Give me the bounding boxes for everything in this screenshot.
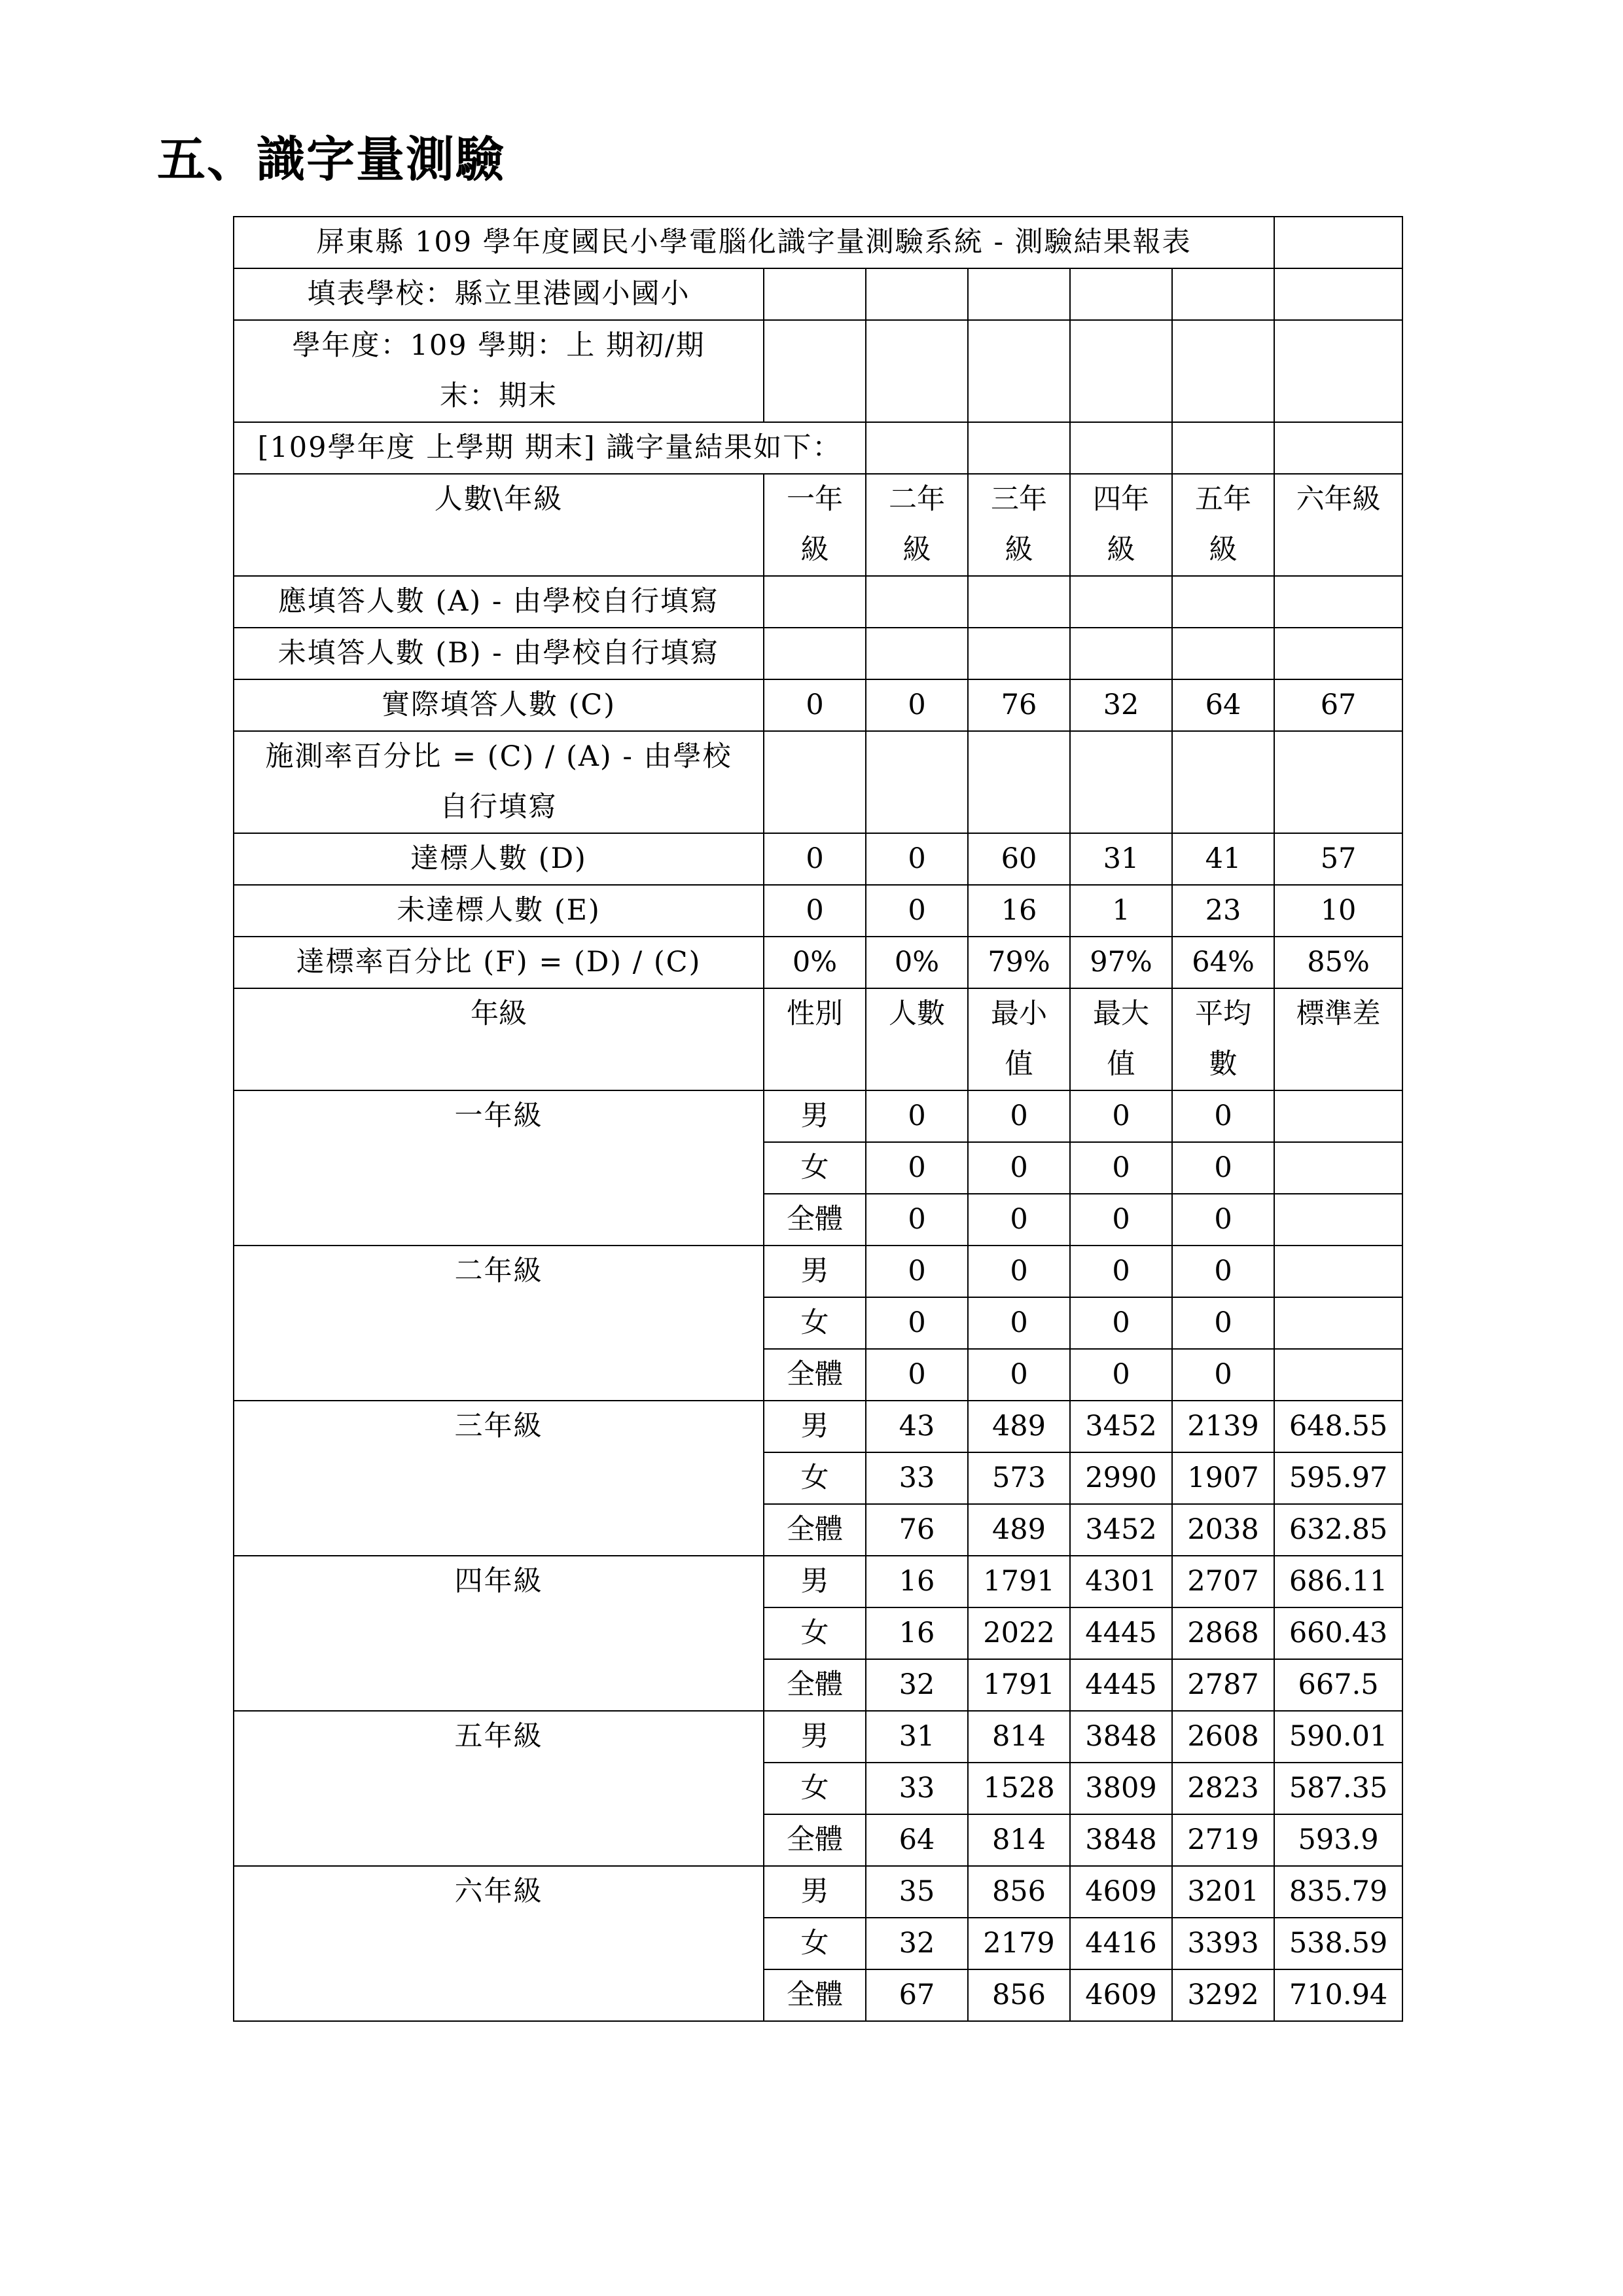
detail-row <box>234 1401 1402 1452</box>
summary-value <box>1070 628 1172 679</box>
empty-cell <box>968 422 1070 474</box>
detail-count: 35 <box>866 1866 968 1918</box>
detail-gender: 女 <box>764 1142 866 1194</box>
detail-max: 4609 <box>1070 1866 1172 1918</box>
detail-count: 33 <box>866 1763 968 1814</box>
summary-value: 31 <box>1070 833 1172 885</box>
summary-value: 10 <box>1274 885 1402 937</box>
detail-gender: 男 <box>764 1401 866 1452</box>
detail-count: 0 <box>866 1349 968 1401</box>
detail-mean: 3201 <box>1172 1866 1274 1918</box>
detail-max: 4301 <box>1070 1556 1172 1607</box>
literacy-report-table <box>233 216 1403 2022</box>
summary-value <box>1172 731 1274 833</box>
summary-value <box>968 628 1070 679</box>
summary-row-label: 達標人數 (D) <box>234 833 764 885</box>
detail-sd: 587.35 <box>1274 1763 1402 1814</box>
detail-count: 0 <box>866 1297 968 1349</box>
grade-header: 六年級 <box>1274 474 1402 576</box>
detail-sd: 667.5 <box>1274 1659 1402 1711</box>
detail-count: 43 <box>866 1401 968 1452</box>
detail-gender: 全體 <box>764 1504 866 1556</box>
summary-value: 32 <box>1070 679 1172 731</box>
detail-row <box>234 1090 1402 1142</box>
summary-value: 64 <box>1172 679 1274 731</box>
summary-value: 97% <box>1070 937 1172 988</box>
detail-mean: 2787 <box>1172 1659 1274 1711</box>
empty-cell <box>1070 422 1172 474</box>
detail-sd <box>1274 1142 1402 1194</box>
detail-max: 3809 <box>1070 1763 1172 1814</box>
detail-sd <box>1274 1297 1402 1349</box>
summary-value <box>764 628 866 679</box>
detail-gender: 男 <box>764 1866 866 1918</box>
grade-header: 二年級 <box>866 474 968 576</box>
summary-value: 1 <box>1070 885 1172 937</box>
detail-gender: 全體 <box>764 1969 866 2021</box>
detail-mean: 3393 <box>1172 1918 1274 1969</box>
detail-min: 856 <box>968 1866 1070 1918</box>
summary-row <box>234 731 1402 833</box>
intro-row <box>234 422 1402 474</box>
detail-sd: 593.9 <box>1274 1814 1402 1866</box>
detail-min: 1791 <box>968 1556 1070 1607</box>
detail-max: 0 <box>1070 1246 1172 1297</box>
report-title: 屏東縣 109 學年度國民小學電腦化識字量測驗系統 - 測驗結果報表 <box>234 217 1274 268</box>
detail-gender: 男 <box>764 1556 866 1607</box>
detail-header: 人數 <box>866 988 968 1090</box>
detail-grade-label: 一年級 <box>234 1090 764 1246</box>
empty-cell <box>1274 217 1402 268</box>
detail-mean: 2038 <box>1172 1504 1274 1556</box>
detail-sd <box>1274 1349 1402 1401</box>
empty-cell <box>866 422 968 474</box>
summary-header-label: 人數\年級 <box>234 474 764 576</box>
detail-min: 0 <box>968 1142 1070 1194</box>
summary-value <box>1070 731 1172 833</box>
empty-cell <box>968 268 1070 320</box>
detail-max: 4609 <box>1070 1969 1172 2021</box>
summary-value: 0 <box>866 885 968 937</box>
detail-grade-label: 三年級 <box>234 1401 764 1556</box>
detail-min: 814 <box>968 1814 1070 1866</box>
detail-mean: 2719 <box>1172 1814 1274 1866</box>
detail-gender: 男 <box>764 1246 866 1297</box>
summary-value: 0 <box>764 833 866 885</box>
summary-value <box>866 628 968 679</box>
detail-gender: 男 <box>764 1711 866 1763</box>
summary-value <box>1274 628 1402 679</box>
summary-row-label: 施測率百分比 = (C) / (A) - 由學校自行填寫 <box>234 731 764 833</box>
result-intro: [109學年度 上學期 期末] 識字量結果如下： <box>234 422 866 474</box>
table-body <box>234 217 1402 2021</box>
detail-count: 67 <box>866 1969 968 2021</box>
empty-cell <box>1172 422 1274 474</box>
summary-value <box>1172 628 1274 679</box>
summary-value: 0% <box>866 937 968 988</box>
detail-min: 0 <box>968 1246 1070 1297</box>
detail-gender: 女 <box>764 1607 866 1659</box>
summary-value: 60 <box>968 833 1070 885</box>
empty-cell <box>764 320 866 422</box>
detail-mean: 2868 <box>1172 1607 1274 1659</box>
detail-header: 平均數 <box>1172 988 1274 1090</box>
summary-row-label: 應填答人數 (A) - 由學校自行填寫 <box>234 576 764 628</box>
summary-row <box>234 833 1402 885</box>
summary-value: 23 <box>1172 885 1274 937</box>
summary-value: 0 <box>866 679 968 731</box>
detail-count: 0 <box>866 1090 968 1142</box>
detail-gender: 全體 <box>764 1349 866 1401</box>
empty-cell <box>1172 320 1274 422</box>
summary-value <box>1172 576 1274 628</box>
empty-cell <box>1070 320 1172 422</box>
summary-value <box>764 576 866 628</box>
detail-count: 0 <box>866 1142 968 1194</box>
detail-gender: 女 <box>764 1452 866 1504</box>
detail-max: 2990 <box>1070 1452 1172 1504</box>
detail-sd: 835.79 <box>1274 1866 1402 1918</box>
summary-value: 64% <box>1172 937 1274 988</box>
detail-mean: 0 <box>1172 1194 1274 1246</box>
detail-gender: 男 <box>764 1090 866 1142</box>
detail-min: 2022 <box>968 1607 1070 1659</box>
detail-grade-label: 五年級 <box>234 1711 764 1866</box>
detail-max: 0 <box>1070 1090 1172 1142</box>
detail-min: 573 <box>968 1452 1070 1504</box>
detail-count: 31 <box>866 1711 968 1763</box>
detail-max: 3452 <box>1070 1401 1172 1452</box>
detail-gender: 全體 <box>764 1194 866 1246</box>
detail-mean: 0 <box>1172 1090 1274 1142</box>
summary-value <box>1274 731 1402 833</box>
summary-value: 85% <box>1274 937 1402 988</box>
empty-cell <box>1274 422 1402 474</box>
grade-header: 一年級 <box>764 474 866 576</box>
detail-header: 性別 <box>764 988 866 1090</box>
detail-gender: 女 <box>764 1763 866 1814</box>
detail-mean: 3292 <box>1172 1969 1274 2021</box>
detail-header: 最小值 <box>968 988 1070 1090</box>
detail-sd: 648.55 <box>1274 1401 1402 1452</box>
detail-sd <box>1274 1246 1402 1297</box>
empty-cell <box>866 268 968 320</box>
detail-row <box>234 1556 1402 1607</box>
summary-row-label: 實際填答人數 (C) <box>234 679 764 731</box>
summary-row-label: 達標率百分比 (F) = (D) / (C) <box>234 937 764 988</box>
summary-value: 0 <box>866 833 968 885</box>
detail-max: 3848 <box>1070 1814 1172 1866</box>
detail-grade-label: 二年級 <box>234 1246 764 1401</box>
detail-count: 64 <box>866 1814 968 1866</box>
summary-value: 0 <box>764 679 866 731</box>
summary-value <box>968 576 1070 628</box>
empty-cell <box>1172 268 1274 320</box>
detail-min: 856 <box>968 1969 1070 2021</box>
empty-cell <box>764 268 866 320</box>
detail-gender: 全體 <box>764 1814 866 1866</box>
summary-value: 0 <box>764 885 866 937</box>
summary-value <box>1070 576 1172 628</box>
summary-row <box>234 885 1402 937</box>
school-label: 填表學校：縣立里港國小國小 <box>234 268 764 320</box>
term-row <box>234 320 1402 422</box>
summary-value: 16 <box>968 885 1070 937</box>
detail-sd: 660.43 <box>1274 1607 1402 1659</box>
summary-row <box>234 937 1402 988</box>
detail-count: 0 <box>866 1246 968 1297</box>
detail-sd: 595.97 <box>1274 1452 1402 1504</box>
detail-min: 489 <box>968 1504 1070 1556</box>
detail-min: 0 <box>968 1349 1070 1401</box>
detail-mean: 2139 <box>1172 1401 1274 1452</box>
detail-sd: 590.01 <box>1274 1711 1402 1763</box>
detail-min: 0 <box>968 1090 1070 1142</box>
summary-value <box>764 731 866 833</box>
summary-row-label: 未填答人數 (B) - 由學校自行填寫 <box>234 628 764 679</box>
section-heading: 五、識字量測驗 <box>157 132 505 188</box>
detail-mean: 1907 <box>1172 1452 1274 1504</box>
detail-sd: 538.59 <box>1274 1918 1402 1969</box>
detail-gender: 女 <box>764 1918 866 1969</box>
detail-min: 0 <box>968 1297 1070 1349</box>
empty-cell <box>866 320 968 422</box>
detail-count: 16 <box>866 1556 968 1607</box>
summary-row-label: 未達標人數 (E) <box>234 885 764 937</box>
summary-value: 67 <box>1274 679 1402 731</box>
detail-sd: 710.94 <box>1274 1969 1402 2021</box>
detail-min: 0 <box>968 1194 1070 1246</box>
grade-header: 三年級 <box>968 474 1070 576</box>
title-row <box>234 217 1402 268</box>
summary-value: 41 <box>1172 833 1274 885</box>
detail-sd <box>1274 1194 1402 1246</box>
detail-sd: 632.85 <box>1274 1504 1402 1556</box>
summary-value: 57 <box>1274 833 1402 885</box>
summary-value: 0% <box>764 937 866 988</box>
detail-mean: 0 <box>1172 1142 1274 1194</box>
detail-grade-label: 四年級 <box>234 1556 764 1711</box>
detail-min: 1791 <box>968 1659 1070 1711</box>
summary-row <box>234 576 1402 628</box>
detail-count: 33 <box>866 1452 968 1504</box>
summary-row <box>234 679 1402 731</box>
summary-value: 79% <box>968 937 1070 988</box>
detail-max: 0 <box>1070 1142 1172 1194</box>
empty-cell <box>1070 268 1172 320</box>
summary-value: 76 <box>968 679 1070 731</box>
detail-min: 814 <box>968 1711 1070 1763</box>
detail-min: 1528 <box>968 1763 1070 1814</box>
term-info: 學年度：109 學期：上 期初/期末：期末 <box>234 320 764 422</box>
grade-header: 四年級 <box>1070 474 1172 576</box>
detail-row <box>234 1866 1402 1918</box>
school-row <box>234 268 1402 320</box>
detail-gender: 女 <box>764 1297 866 1349</box>
detail-count: 0 <box>866 1194 968 1246</box>
summary-value <box>968 731 1070 833</box>
detail-row <box>234 1246 1402 1297</box>
detail-min: 489 <box>968 1401 1070 1452</box>
detail-count: 32 <box>866 1659 968 1711</box>
detail-max: 0 <box>1070 1194 1172 1246</box>
empty-cell <box>1274 268 1402 320</box>
detail-row <box>234 1711 1402 1763</box>
detail-header: 最大值 <box>1070 988 1172 1090</box>
detail-max: 4445 <box>1070 1659 1172 1711</box>
detail-mean: 0 <box>1172 1297 1274 1349</box>
summary-value <box>866 731 968 833</box>
detail-gender: 全體 <box>764 1659 866 1711</box>
detail-mean: 0 <box>1172 1349 1274 1401</box>
detail-header: 年級 <box>234 988 764 1090</box>
detail-max: 0 <box>1070 1349 1172 1401</box>
detail-grade-label: 六年級 <box>234 1866 764 2021</box>
detail-max: 3452 <box>1070 1504 1172 1556</box>
detail-header-row <box>234 988 1402 1090</box>
detail-max: 3848 <box>1070 1711 1172 1763</box>
detail-max: 4416 <box>1070 1918 1172 1969</box>
summary-value <box>1274 576 1402 628</box>
detail-sd: 686.11 <box>1274 1556 1402 1607</box>
detail-sd <box>1274 1090 1402 1142</box>
detail-mean: 2707 <box>1172 1556 1274 1607</box>
detail-max: 4445 <box>1070 1607 1172 1659</box>
summary-value <box>866 576 968 628</box>
detail-mean: 0 <box>1172 1246 1274 1297</box>
empty-cell <box>968 320 1070 422</box>
detail-header: 標準差 <box>1274 988 1402 1090</box>
detail-min: 2179 <box>968 1918 1070 1969</box>
detail-max: 0 <box>1070 1297 1172 1349</box>
detail-mean: 2823 <box>1172 1763 1274 1814</box>
detail-count: 16 <box>866 1607 968 1659</box>
detail-count: 76 <box>866 1504 968 1556</box>
summary-header-row <box>234 474 1402 576</box>
summary-row <box>234 628 1402 679</box>
detail-mean: 2608 <box>1172 1711 1274 1763</box>
empty-cell <box>1274 320 1402 422</box>
grade-header: 五年級 <box>1172 474 1274 576</box>
detail-count: 32 <box>866 1918 968 1969</box>
